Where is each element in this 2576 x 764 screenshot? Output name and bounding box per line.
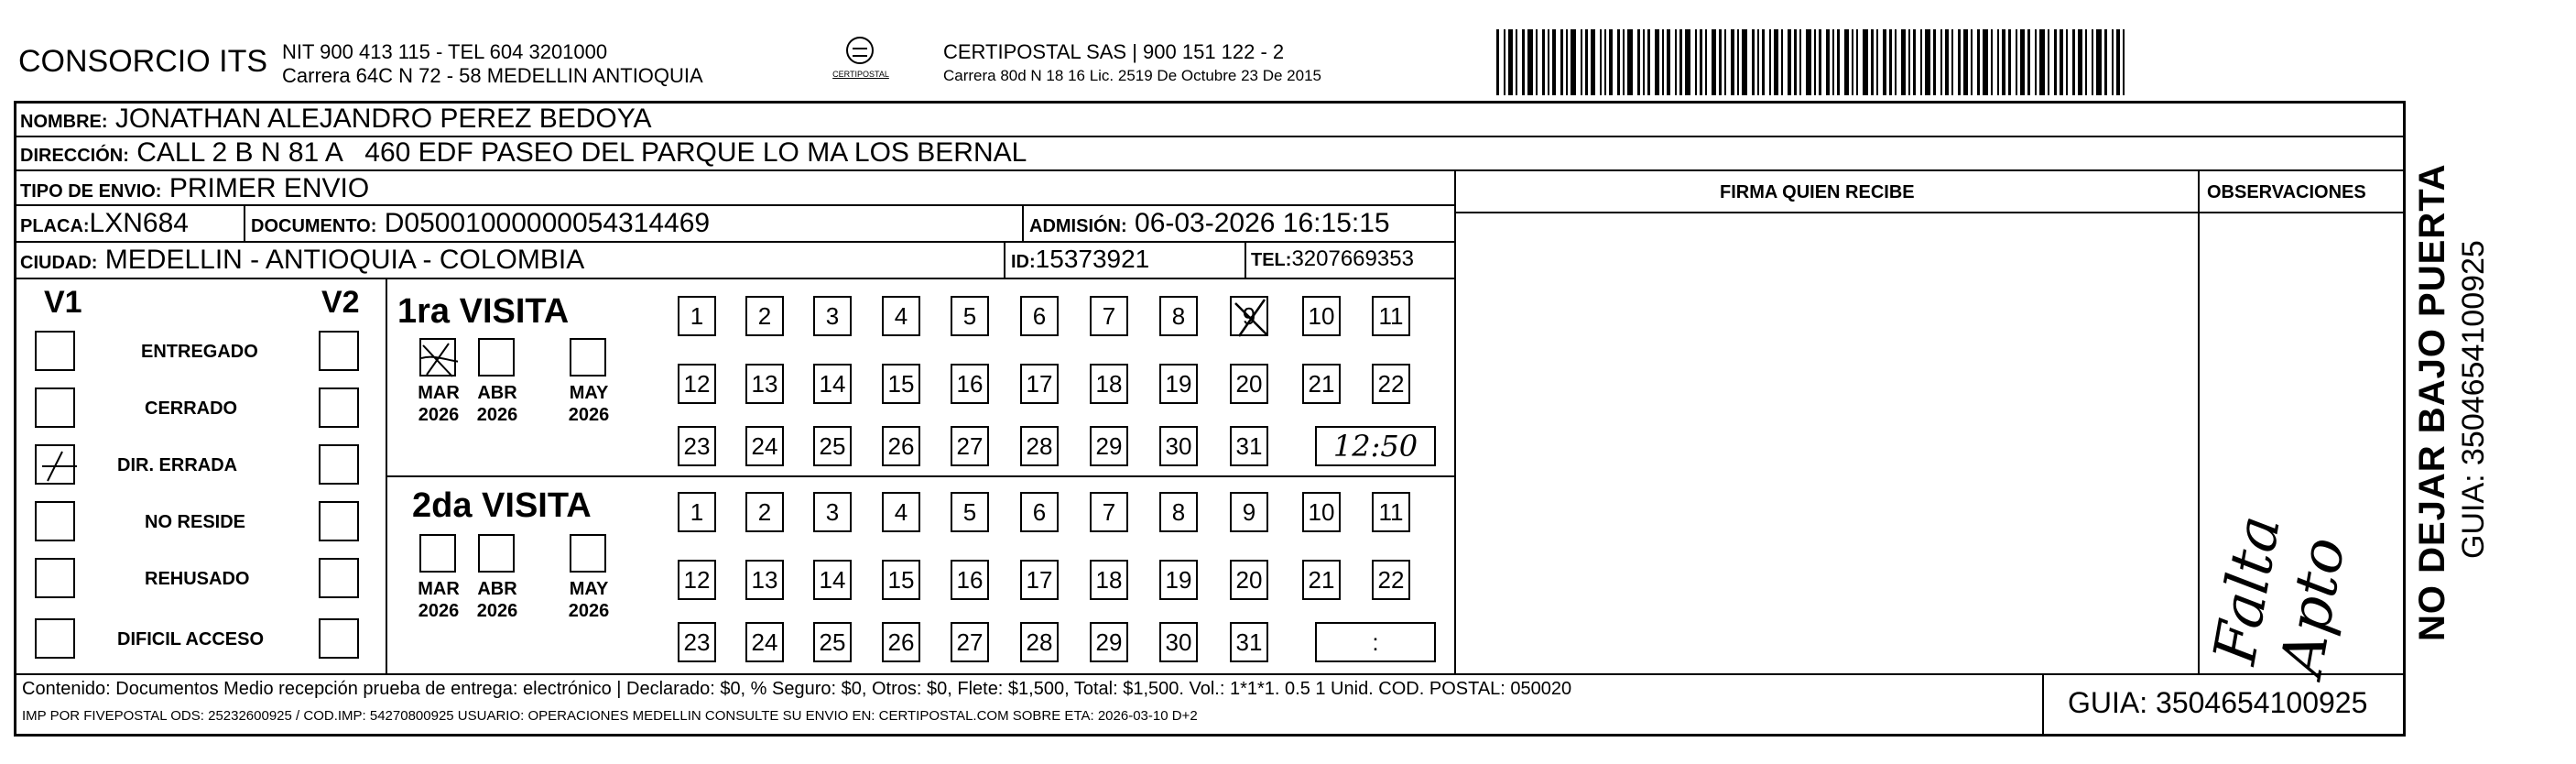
placa-label: PLACA: — [20, 216, 90, 236]
direccion-value: CALL 2 B N 81 A 460 EDF PASEO DEL PARQUE LO MA LOS BERNAL — [136, 137, 1027, 168]
day-box[interactable]: 3 — [813, 492, 852, 532]
status-label: DIFICIL ACCESO — [117, 629, 265, 649]
day-box[interactable]: 21 — [1302, 364, 1341, 404]
day-box[interactable]: 6 — [1020, 492, 1059, 532]
day-box[interactable]: 21 — [1302, 560, 1341, 600]
v1-checkbox[interactable] — [35, 331, 75, 371]
tel-label: TEL: — [1251, 250, 1292, 270]
ciudad-field — [20, 245, 584, 276]
month-label — [560, 382, 617, 426]
time-box[interactable]: 12:50 — [1315, 426, 1436, 466]
v1-checkbox[interactable] — [35, 387, 75, 428]
day-box[interactable]: 10 — [1302, 492, 1341, 532]
check-mark-icon — [421, 340, 458, 378]
logo-label: CERTIPOSTAL — [832, 70, 889, 79]
day-box[interactable]: 27 — [951, 622, 989, 662]
day-box[interactable]: 13 — [745, 364, 784, 404]
day-box[interactable]: 23 — [678, 426, 716, 466]
month-checkbox[interactable] — [478, 534, 515, 573]
footer-content-line: Contenido: Documentos Medio recepción prueba de entrega: electrónico | Declarado: $0, % Seguro: $0, Otros: $0, Flete: $1,500, Total: $1,500. Vol.: 1*1*1. 0.5 1 Unid. COD. POSTAL: 050020 — [22, 679, 1572, 699]
license-line: Carrera 80d N 18 16 Lic. 2519 De Octubre 23 De 2015 — [943, 67, 1321, 84]
day-box[interactable]: 11 — [1372, 296, 1410, 336]
day-box[interactable]: 12 — [678, 364, 716, 404]
month-label — [469, 578, 526, 622]
v1-checkbox[interactable] — [35, 444, 75, 485]
time-box[interactable]: : — [1315, 622, 1436, 662]
month-name: MAR — [418, 579, 460, 599]
month-label — [410, 578, 467, 622]
day-box[interactable]: 22 — [1372, 364, 1410, 404]
certipostal-logo — [826, 37, 896, 88]
id-value: 15373921 — [1035, 245, 1150, 273]
status-label: CERRADO — [145, 398, 238, 419]
day-box[interactable]: 24 — [745, 622, 784, 662]
month-checkbox[interactable] — [419, 534, 456, 573]
month-checkbox[interactable] — [419, 338, 456, 377]
day-box[interactable]: 30 — [1159, 622, 1198, 662]
direccion-field — [20, 137, 1027, 169]
day-box[interactable]: 6 — [1020, 296, 1059, 336]
day-box[interactable]: 2 — [745, 492, 784, 532]
month-year: 2026 — [476, 405, 518, 425]
documento-value: D05001000000054314469 — [384, 208, 711, 238]
direccion-label: DIRECCIÓN: — [20, 146, 129, 166]
day-box[interactable]: 27 — [951, 426, 989, 466]
nombre-field — [20, 104, 652, 135]
day-box[interactable]: 31 — [1230, 622, 1268, 662]
day-box[interactable]: 5 — [951, 296, 989, 336]
day-box[interactable]: 18 — [1090, 560, 1128, 600]
documento-label: DOCUMENTO: — [251, 216, 377, 236]
placa-value: LXN684 — [89, 208, 189, 238]
month-label — [560, 578, 617, 622]
v1-checkbox[interactable] — [35, 558, 75, 598]
company-name: CONSORCIO ITS — [18, 44, 268, 79]
tel-value: 3207669353 — [1291, 246, 1414, 271]
v2-checkbox[interactable] — [319, 444, 359, 485]
v2-checkbox[interactable] — [319, 387, 359, 428]
day-box[interactable]: 28 — [1020, 622, 1059, 662]
observaciones-header: OBSERVACIONES — [2207, 182, 2366, 202]
footer-info-line: IMP POR FIVEPOSTAL ODS: 25232600925 / COD.IMP: 54270800925 USUARIO: OPERACIONES MEDELLIN CONSULTE SU ENVIO EN: CERTIPOSTAL.COM SOBRE ETA: 2026-03-10 D+2 — [22, 708, 1198, 724]
day-box[interactable]: 13 — [745, 560, 784, 600]
day-box[interactable]: 12 — [678, 560, 716, 600]
month-year: 2026 — [568, 405, 610, 425]
day-box[interactable]: 26 — [882, 426, 920, 466]
admision-field — [1029, 208, 1390, 239]
day-box[interactable]: 16 — [951, 560, 989, 600]
day-box[interactable]: 24 — [745, 426, 784, 466]
side-guia: GUIA: 3504654100925 — [2456, 240, 2491, 559]
guia-number: GUIA: 3504654100925 — [2068, 686, 2368, 719]
visita-1-title: 1ra VISITA — [397, 292, 570, 331]
certipostal-info — [943, 40, 1321, 88]
day-box[interactable]: 8 — [1159, 492, 1198, 532]
day-box[interactable]: 29 — [1090, 426, 1128, 466]
month-name: ABR — [477, 579, 517, 599]
address-line: Carrera 64C N 72 - 58 MEDELLIN ANTIOQUIA — [282, 64, 703, 87]
tipo-envio-field — [20, 173, 369, 204]
check-mark-icon — [37, 446, 77, 486]
month-checkbox[interactable] — [570, 534, 606, 573]
month-checkbox[interactable] — [478, 338, 515, 377]
id-label: ID: — [1011, 252, 1036, 272]
v2-checkbox[interactable] — [319, 501, 359, 541]
day-box[interactable]: 8 — [1159, 296, 1198, 336]
status-label: NO RESIDE — [145, 512, 246, 532]
company-info — [282, 40, 703, 88]
day-box[interactable]: 20 — [1230, 364, 1268, 404]
observacion-text: Falta Apto — [2201, 510, 2359, 682]
month-name: MAY — [569, 579, 609, 599]
status-label: ENTREGADO — [141, 342, 258, 362]
ciudad-value: MEDELLIN - ANTIOQUIA - COLOMBIA — [104, 245, 585, 275]
month-year: 2026 — [418, 405, 460, 425]
v2-checkbox[interactable] — [319, 558, 359, 598]
day-box[interactable]: 1 — [678, 492, 716, 532]
month-name: MAR — [418, 383, 460, 403]
day-box[interactable]: 10 — [1302, 296, 1341, 336]
tipo-envio-value: PRIMER ENVIO — [168, 173, 370, 203]
v1-checkbox[interactable] — [35, 501, 75, 541]
day-box[interactable]: 28 — [1020, 426, 1059, 466]
barcode — [1496, 29, 2225, 95]
day-box[interactable]: 30 — [1159, 426, 1198, 466]
day-box[interactable]: 9 — [1230, 296, 1268, 336]
id-field — [1011, 245, 1149, 274]
month-checkbox[interactable] — [570, 338, 606, 377]
day-box[interactable]: 19 — [1159, 364, 1198, 404]
day-box[interactable]: 26 — [882, 622, 920, 662]
delivery-form — [14, 101, 2406, 737]
month-name: MAY — [569, 383, 609, 403]
day-box[interactable]: 22 — [1372, 560, 1410, 600]
v1-checkbox[interactable] — [35, 618, 75, 659]
day-box[interactable]: 7 — [1090, 296, 1128, 336]
day-box[interactable]: 20 — [1230, 560, 1268, 600]
day-box[interactable]: 3 — [813, 296, 852, 336]
day-box[interactable]: 29 — [1090, 622, 1128, 662]
day-box[interactable]: 31 — [1230, 426, 1268, 466]
side-warning: NO DEJAR BAJO PUERTA — [2412, 163, 2452, 641]
day-box[interactable]: 1 — [678, 296, 716, 336]
certipostal-line: CERTIPOSTAL SAS | 900 151 122 - 2 — [943, 40, 1285, 63]
nit-line: NIT 900 413 115 - TEL 604 3201000 — [282, 40, 608, 63]
v2-checkbox[interactable] — [319, 331, 359, 371]
day-box[interactable]: 18 — [1090, 364, 1128, 404]
cross-mark-icon — [1232, 298, 1270, 338]
nombre-value: JONATHAN ALEJANDRO PEREZ BEDOYA — [114, 104, 652, 134]
admision-label: ADMISIÓN: — [1029, 216, 1127, 236]
nombre-label: NOMBRE: — [20, 112, 108, 132]
day-box[interactable]: 4 — [882, 492, 920, 532]
month-year: 2026 — [476, 601, 518, 621]
day-box[interactable]: 4 — [882, 296, 920, 336]
day-box[interactable]: 23 — [678, 622, 716, 662]
v2-header: V2 — [321, 285, 360, 320]
month-label — [410, 382, 467, 426]
day-box[interactable]: 2 — [745, 296, 784, 336]
day-box[interactable]: 16 — [951, 364, 989, 404]
day-box[interactable]: 7 — [1090, 492, 1128, 532]
month-year: 2026 — [568, 601, 610, 621]
logo-emblem-icon — [846, 37, 874, 64]
month-year: 2026 — [418, 601, 460, 621]
documento-field — [251, 208, 710, 239]
tipo-envio-label: TIPO DE ENVIO: — [20, 181, 162, 202]
placa-field — [20, 208, 189, 239]
status-label: REHUSADO — [145, 569, 250, 589]
v1-header: V1 — [44, 285, 82, 320]
observacion-handwriting — [2201, 333, 2381, 682]
status-label: DIR. ERRADA — [117, 455, 238, 475]
v2-checkbox[interactable] — [319, 618, 359, 659]
admision-value: 06-03-2026 16:15:15 — [1135, 208, 1390, 238]
day-box[interactable]: 14 — [813, 560, 852, 600]
month-name: ABR — [477, 383, 517, 403]
day-box[interactable]: 9 — [1230, 492, 1268, 532]
day-box[interactable]: 5 — [951, 492, 989, 532]
month-label — [469, 382, 526, 426]
day-box[interactable]: 15 — [882, 364, 920, 404]
day-box[interactable]: 15 — [882, 560, 920, 600]
day-box[interactable]: 14 — [813, 364, 852, 404]
day-box[interactable]: 11 — [1372, 492, 1410, 532]
day-box[interactable]: 17 — [1020, 560, 1059, 600]
visita-2-title: 2da VISITA — [412, 486, 592, 525]
day-box[interactable]: 19 — [1159, 560, 1198, 600]
day-box[interactable]: 25 — [813, 426, 852, 466]
day-box[interactable]: 25 — [813, 622, 852, 662]
tel-field — [1251, 246, 1414, 272]
firma-header: FIRMA QUIEN RECIBE — [1720, 182, 1915, 202]
ciudad-label: CIUDAD: — [20, 253, 98, 273]
day-box[interactable]: 17 — [1020, 364, 1059, 404]
